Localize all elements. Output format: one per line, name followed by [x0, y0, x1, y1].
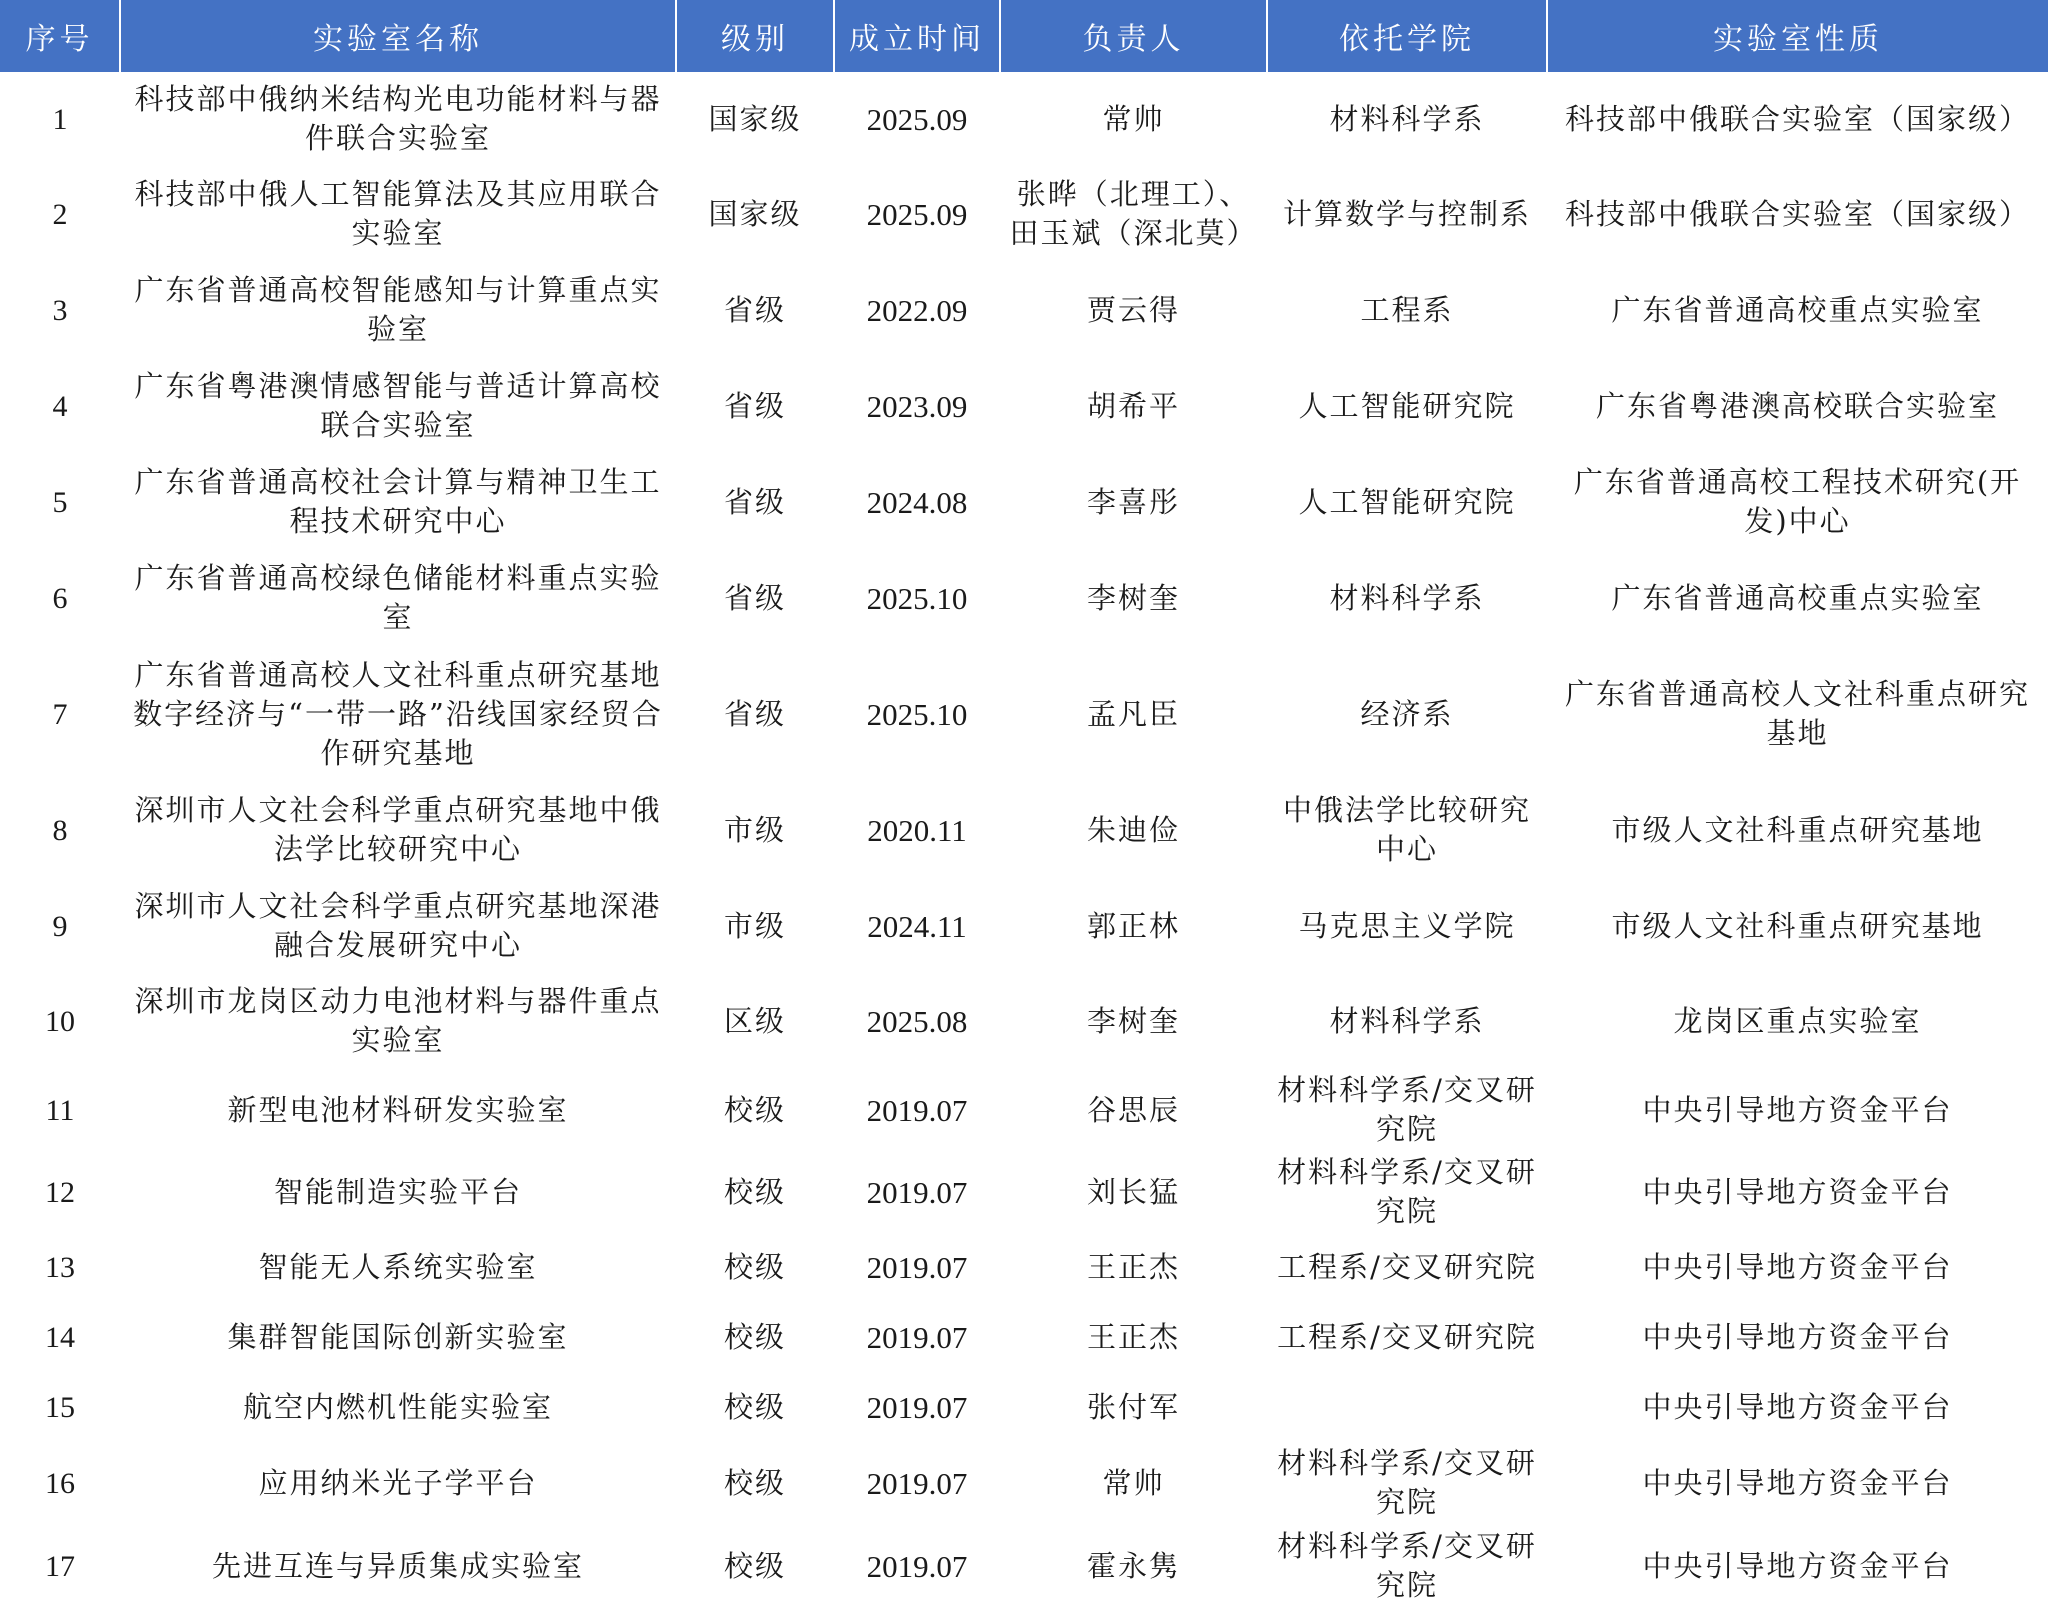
cell-leader: 常帅: [1102, 1465, 1165, 1500]
cell-college: 材料科学系/交叉研究院: [1277, 1446, 1537, 1519]
cell-level: 校级: [723, 1389, 786, 1424]
cell-name: 深圳市人文社会科学重点研究基地中俄法学比较研究中心: [134, 793, 662, 866]
cell-date: 2025.10: [866, 696, 968, 732]
cell-nature: 市级人文社科重点研究基地: [1611, 812, 1984, 847]
header-no: 序号: [0, 0, 120, 72]
cell-no: 17: [45, 1549, 75, 1583]
table-row: [0, 166, 2048, 262]
cell-date: 2024.08: [866, 484, 968, 520]
table-row: [0, 262, 2048, 358]
cell-level: 校级: [723, 1092, 786, 1127]
cell-nature: 广东省普通高校工程技术研究(开发)中心: [1573, 465, 2022, 538]
cell-level: 省级: [723, 292, 786, 327]
cell-college: 中俄法学比较研究中心: [1282, 793, 1531, 866]
header-college: 依托学院: [1267, 0, 1547, 72]
cell-college: [1267, 1372, 1547, 1442]
cell-name: 应用纳米光子学平台: [258, 1465, 538, 1500]
cell-college: 材料科学系: [1329, 1003, 1485, 1038]
header-nature: 实验室性质: [1547, 0, 2048, 72]
cell-nature: 科技部中俄联合实验室（国家级）: [1564, 101, 2030, 136]
cell-no: 6: [52, 581, 68, 615]
cell-no: 5: [52, 485, 68, 519]
cell-level: 国家级: [708, 196, 802, 231]
cell-date: 2023.09: [866, 388, 968, 424]
cell-leader: 朱迪俭: [1086, 812, 1180, 847]
cell-level: 市级: [723, 812, 786, 847]
cell-name: 广东省普通高校智能感知与计算重点实验室: [134, 273, 662, 346]
cell-no: 1: [52, 102, 68, 136]
cell-no: 13: [45, 1250, 75, 1284]
cell-leader: 刘长猛: [1086, 1174, 1180, 1209]
cell-name: 广东省普通高校人文社科重点研究基地数字经济与“一带一路”沿线国家经贸合作研究基地: [133, 657, 663, 770]
cell-no: 9: [52, 909, 68, 943]
cell-college: 工程系: [1360, 292, 1454, 327]
cell-level: 国家级: [708, 101, 802, 136]
cell-nature: 广东省普通高校重点实验室: [1611, 580, 1984, 615]
cell-college: 工程系/交叉研究院: [1277, 1249, 1537, 1284]
cell-college: 工程系/交叉研究院: [1277, 1319, 1537, 1354]
table-row: [0, 1232, 2048, 1302]
table-row: [0, 1442, 2048, 1524]
cell-name: 集群智能国际创新实验室: [227, 1319, 569, 1354]
cell-no: 11: [45, 1093, 75, 1127]
cell-name: 航空内燃机性能实验室: [242, 1389, 553, 1424]
table-row: [0, 974, 2048, 1068]
cell-leader: 孟凡臣: [1086, 696, 1180, 731]
cell-name: 深圳市龙岗区动力电池材料与器件重点实验室: [134, 984, 662, 1057]
table-row: [0, 358, 2048, 454]
header-leader: 负责人: [1000, 0, 1267, 72]
cell-leader: 胡希平: [1086, 388, 1180, 423]
cell-date: 2019.07: [866, 1389, 968, 1425]
cell-leader: 李树奎: [1086, 580, 1180, 615]
cell-leader: 贾云得: [1086, 292, 1180, 327]
cell-name: 智能制造实验平台: [273, 1174, 522, 1209]
cell-name: 深圳市人文社会科学重点研究基地深港融合发展研究中心: [134, 889, 662, 962]
cell-college: 材料科学系: [1329, 101, 1485, 136]
cell-level: 省级: [723, 484, 786, 519]
cell-level: 校级: [723, 1174, 786, 1209]
cell-college: 马克思主义学院: [1298, 908, 1516, 943]
cell-level: 校级: [723, 1465, 786, 1500]
table-row: [0, 1372, 2048, 1442]
cell-name: 广东省普通高校绿色储能材料重点实验室: [134, 561, 662, 634]
cell-college: 材料科学系/交叉研究院: [1277, 1155, 1537, 1228]
cell-no: 3: [52, 293, 68, 327]
cell-date: 2019.07: [866, 1548, 968, 1584]
cell-nature: 中央引导地方资金平台: [1642, 1548, 1953, 1583]
cell-no: 16: [45, 1466, 75, 1500]
cell-level: 省级: [723, 388, 786, 423]
cell-no: 7: [52, 697, 68, 731]
cell-college: 计算数学与控制系: [1282, 196, 1531, 231]
cell-college: 材料科学系/交叉研究院: [1277, 1073, 1537, 1146]
table-row: [0, 782, 2048, 878]
cell-leader: 霍永隽: [1086, 1548, 1180, 1583]
cell-name: 广东省普通高校社会计算与精神卫生工程技术研究中心: [134, 465, 662, 538]
table-row: [0, 1524, 2048, 1608]
cell-leader: 谷思辰: [1086, 1092, 1180, 1127]
cell-nature: 广东省普通高校人文社科重点研究基地: [1564, 677, 2030, 750]
cell-no: 15: [45, 1390, 75, 1424]
cell-name: 先进互连与异质集成实验室: [211, 1548, 584, 1583]
cell-nature: 中央引导地方资金平台: [1642, 1465, 1953, 1500]
cell-leader: 王正杰: [1086, 1319, 1180, 1354]
cell-college: 材料科学系/交叉研究院: [1277, 1529, 1537, 1602]
header-date: 成立时间: [834, 0, 1000, 72]
table-row: [0, 550, 2048, 646]
cell-no: 12: [45, 1175, 75, 1209]
cell-date: 2024.11: [867, 908, 967, 944]
cell-college: 材料科学系: [1329, 580, 1485, 615]
cell-level: 校级: [723, 1319, 786, 1354]
cell-level: 省级: [723, 696, 786, 731]
cell-level: 省级: [723, 580, 786, 615]
cell-nature: 科技部中俄联合实验室（国家级）: [1564, 196, 2030, 231]
cell-level: 市级: [723, 908, 786, 943]
cell-date: 2019.07: [866, 1092, 968, 1128]
header-row: [0, 0, 2048, 72]
cell-name: 智能无人系统实验室: [258, 1249, 538, 1284]
table-row: [0, 646, 2048, 782]
cell-level: 校级: [723, 1249, 786, 1284]
cell-no: 8: [52, 813, 68, 847]
cell-leader: 王正杰: [1086, 1249, 1180, 1284]
cell-nature: 广东省粤港澳高校联合实验室: [1595, 388, 1999, 423]
header-level: 级别: [676, 0, 834, 72]
cell-leader: 张付军: [1086, 1389, 1180, 1424]
cell-no: 14: [45, 1320, 75, 1354]
cell-date: 2025.09: [866, 101, 968, 137]
cell-date: 2019.07: [866, 1465, 968, 1501]
cell-level: 区级: [723, 1003, 786, 1038]
cell-nature: 中央引导地方资金平台: [1642, 1092, 1953, 1127]
cell-name: 广东省粤港澳情感智能与普适计算高校联合实验室: [134, 369, 662, 442]
cell-date: 2025.08: [866, 1003, 968, 1039]
cell-college: 人工智能研究院: [1298, 388, 1516, 423]
cell-nature: 中央引导地方资金平台: [1642, 1319, 1953, 1354]
table-row: [0, 1302, 2048, 1372]
cell-nature: 市级人文社科重点研究基地: [1611, 908, 1984, 943]
cell-nature: 中央引导地方资金平台: [1642, 1389, 1953, 1424]
cell-college: 经济系: [1360, 696, 1454, 731]
cell-date: 2019.07: [866, 1319, 968, 1355]
table-row: [0, 72, 2048, 166]
cell-date: 2025.09: [866, 196, 968, 232]
cell-name: 新型电池材料研发实验室: [227, 1092, 569, 1127]
cell-nature: 中央引导地方资金平台: [1642, 1174, 1953, 1209]
table-row: [0, 1068, 2048, 1152]
table-row: [0, 878, 2048, 974]
cell-leader: 张晔（北理工）、田玉斌（深北莫）: [1009, 177, 1258, 250]
cell-date: 2022.09: [866, 292, 968, 328]
cell-nature: 广东省普通高校重点实验室: [1611, 292, 1984, 327]
header-name: 实验室名称: [120, 0, 676, 72]
cell-leader: 常帅: [1102, 101, 1165, 136]
cell-nature: 中央引导地方资金平台: [1642, 1249, 1953, 1284]
cell-date: 2020.11: [867, 812, 967, 848]
cell-name: 科技部中俄人工智能算法及其应用联合实验室: [134, 177, 662, 250]
cell-date: 2025.10: [866, 580, 968, 616]
cell-leader: 李树奎: [1086, 1003, 1180, 1038]
cell-leader: 李喜彤: [1086, 484, 1180, 519]
table-row: [0, 454, 2048, 550]
cell-leader: 郭正林: [1086, 908, 1180, 943]
cell-level: 校级: [723, 1548, 786, 1583]
cell-no: 10: [45, 1004, 75, 1038]
cell-name: 科技部中俄纳米结构光电功能材料与器件联合实验室: [134, 82, 662, 155]
cell-date: 2019.07: [866, 1249, 968, 1285]
cell-nature: 龙岗区重点实验室: [1673, 1003, 1922, 1038]
cell-date: 2019.07: [866, 1174, 968, 1210]
cell-no: 4: [52, 389, 68, 423]
cell-college: 人工智能研究院: [1298, 484, 1516, 519]
cell-no: 2: [52, 197, 68, 231]
table-row: [0, 1152, 2048, 1232]
